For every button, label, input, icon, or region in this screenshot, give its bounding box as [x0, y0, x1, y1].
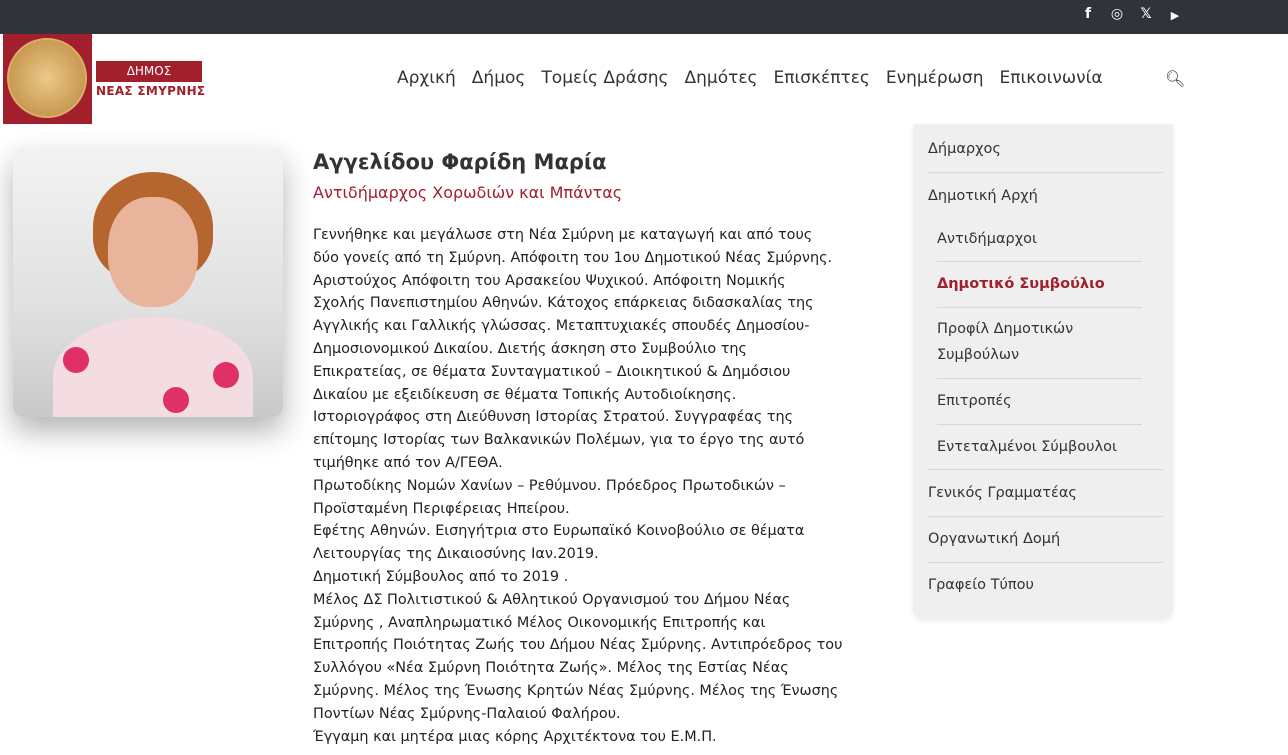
sidebar-item[interactable]	[928, 572, 1034, 598]
sidebar-item-label: Εντεταλμένοι Σύμβουλοι	[937, 439, 1117, 455]
sidebar-item[interactable]	[928, 183, 1038, 209]
sidebar-item-label: Δήμαρχος	[928, 141, 1001, 157]
youtube-icon[interactable]: ▶	[1170, 9, 1180, 22]
bio-line: Σμύρνης , Αναπληρωματικό Μέλος Οικονομικής Επιτροπής και	[313, 614, 766, 631]
bio-line: Δημοτική Σύμβουλος από το 2019 .	[313, 568, 569, 585]
nav-visitors[interactable]: Επισκέπτες	[773, 68, 870, 88]
sidebar-item[interactable]	[937, 434, 1117, 460]
bio-line: Σμύρνης. Μέλος της Ένωσης Κρητών Νέας Σμύρνης. Μέλος της Ένωσης	[313, 682, 839, 699]
sidebar-item-label: Αντιδήμαρχοι	[937, 231, 1037, 247]
sidebar-item[interactable]	[928, 526, 1060, 552]
bio-line: Αριστούχος Απόφοιτη του Αρσακείου Ψυχικού. Απόφοιτη Νομικής	[313, 272, 786, 289]
top-bar	[0, 0, 1288, 34]
bio-line: Δικαίου με εξειδίκευση σε θέματα Τοπικής Αυτοδιοίκησης.	[313, 386, 737, 403]
sidebar-item-label: Προφίλ Δημοτικών	[937, 321, 1074, 337]
sidebar-item[interactable]	[928, 136, 1001, 162]
nav-home[interactable]: Αρχική	[397, 68, 456, 88]
divider	[937, 424, 1142, 425]
divider	[928, 469, 1163, 470]
sidebar-item-label: Γενικός Γραμματέας	[928, 485, 1077, 501]
bio-line: τιμήθηκε από τον Α/ΓΕΘΑ.	[313, 454, 503, 471]
profile-photo	[13, 147, 283, 417]
facebook-icon[interactable]: f	[1084, 6, 1092, 22]
sidebar-item-label: Οργανωτική Δομή	[928, 531, 1061, 547]
sidebar-item-label: Γραφείο Τύπου	[928, 577, 1034, 593]
person-name: Αγγελίδου Φαρίδη Μαρία	[313, 150, 607, 174]
nav-contact[interactable]: Επικοινωνία	[999, 68, 1103, 88]
divider	[937, 261, 1142, 262]
person-role: Αντιδήμαρχος Χορωδιών και Μπάντας	[313, 183, 623, 202]
bio-line: Έγγαμη και μητέρα μιας κόρης Αρχιτέκτονα του Ε.Μ.Π.	[313, 728, 717, 745]
divider	[928, 516, 1163, 517]
divider	[928, 562, 1163, 563]
bio-line: επίτομης Ιστορίας των Βαλκανικών Πολέμων, για το έργο της αυτό	[313, 432, 805, 449]
sidebar-item[interactable]	[937, 271, 1105, 297]
divider	[928, 172, 1163, 173]
bio-line: Αγγλικής και Γαλλικής γλώσσας. Μεταπτυχιακές σπουδές Δημοσίου-	[313, 318, 810, 335]
bio-line: Ποντίων Νέας Σμύρνης-Παλαιού Φαλήρου.	[313, 705, 621, 722]
nav-citizens[interactable]: Δημότες	[684, 68, 758, 88]
sidebar-item[interactable]	[937, 226, 1037, 252]
x-icon[interactable]: 𝕏	[1140, 6, 1152, 22]
bio-line: δύο γονείς από τη Σμύρνη. Απόφοιτη του 1ου Δημοτικού Νέας Σμύρνης.	[313, 249, 833, 266]
instagram-icon[interactable]: ◎	[1110, 6, 1124, 22]
sidebar-item[interactable]	[937, 388, 1012, 414]
bio-line: Προϊσταμένη Περιφέρειας Ηπείρου.	[313, 500, 570, 517]
nav-municipality[interactable]: Δήμος	[471, 68, 526, 88]
search-icon[interactable]: 🔍︎	[1165, 69, 1186, 88]
sidebar-menu	[913, 124, 1173, 619]
bio-line: Εφέτης Αθηνών. Εισηγήτρια στο Ευρωπαϊκό Κοινοβούλιο σε θέματα	[313, 523, 805, 540]
nav-sectors[interactable]: Τομείς Δράσης	[541, 68, 669, 88]
divider	[937, 307, 1142, 308]
logo-line2[interactable]: ΝΕΑΣ ΣΜΥΡΝΗΣ	[96, 84, 206, 98]
bio-line: Γεννήθηκε και μεγάλωσε στη Νέα Σμύρνη με καταγωγή και από τους	[313, 227, 813, 243]
logo-line1[interactable]: ΔΗΜΟΣ	[96, 61, 202, 82]
main-nav	[397, 68, 1119, 88]
sidebar-item-label: Επιτροπές	[937, 393, 1012, 409]
sidebar-item[interactable]	[928, 480, 1077, 506]
bio-line: Ιστοριογράφος στη Διεύθυνση Ιστορίας Στρατού. Συγγραφέας της	[313, 409, 794, 426]
bio-line: Μέλος ΔΣ Πολιτιστικού & Αθλητικού Οργανισμού του Δήμου Νέας	[313, 591, 791, 608]
bio-line: Συλλόγου «Νέα Σμύρνη Ποιότητα Ζωής». Μέλος της Εστίας Νέας	[313, 660, 789, 677]
sidebar-item-label: Συμβούλων	[937, 347, 1020, 363]
bio-line: Επιτροπής Ποιότητας Ζωής του Δήμου Νέας Σμύρνης. Αντιπρόεδρος του	[313, 637, 843, 654]
bio-line: Επικρατείας, σε θέματα Συνταγματικού – Διοικητικού & Δημόσιου	[313, 363, 791, 380]
bio-line: Δημοσιονομικού Δικαίου. Διετής άσκηση στο Συμβούλιο της	[313, 340, 747, 357]
nav-news[interactable]: Ενημέρωση	[885, 68, 984, 88]
divider	[937, 378, 1142, 379]
sidebar-item-label: Δημοτικό Συμβούλιο	[937, 276, 1105, 292]
sidebar-item[interactable]	[937, 316, 1073, 368]
seal-image	[7, 38, 87, 118]
bio-line: Σχολής Πανεπιστημίου Αθηνών. Κάτοχος επάρκειας διδασκαλίας της	[313, 295, 814, 312]
biography	[313, 224, 842, 748]
bio-line: Λειτουργίας της Δικαιοσύνης Ιαν.2019.	[313, 546, 599, 563]
logo-seal[interactable]	[3, 34, 92, 124]
bio-line: Πρωτοδίκης Νομών Χανίων – Ρεθύμνου. Πρόεδρος Πρωτοδικών –	[313, 477, 786, 494]
sidebar-item-label: Δημοτική Αρχή	[928, 188, 1038, 204]
